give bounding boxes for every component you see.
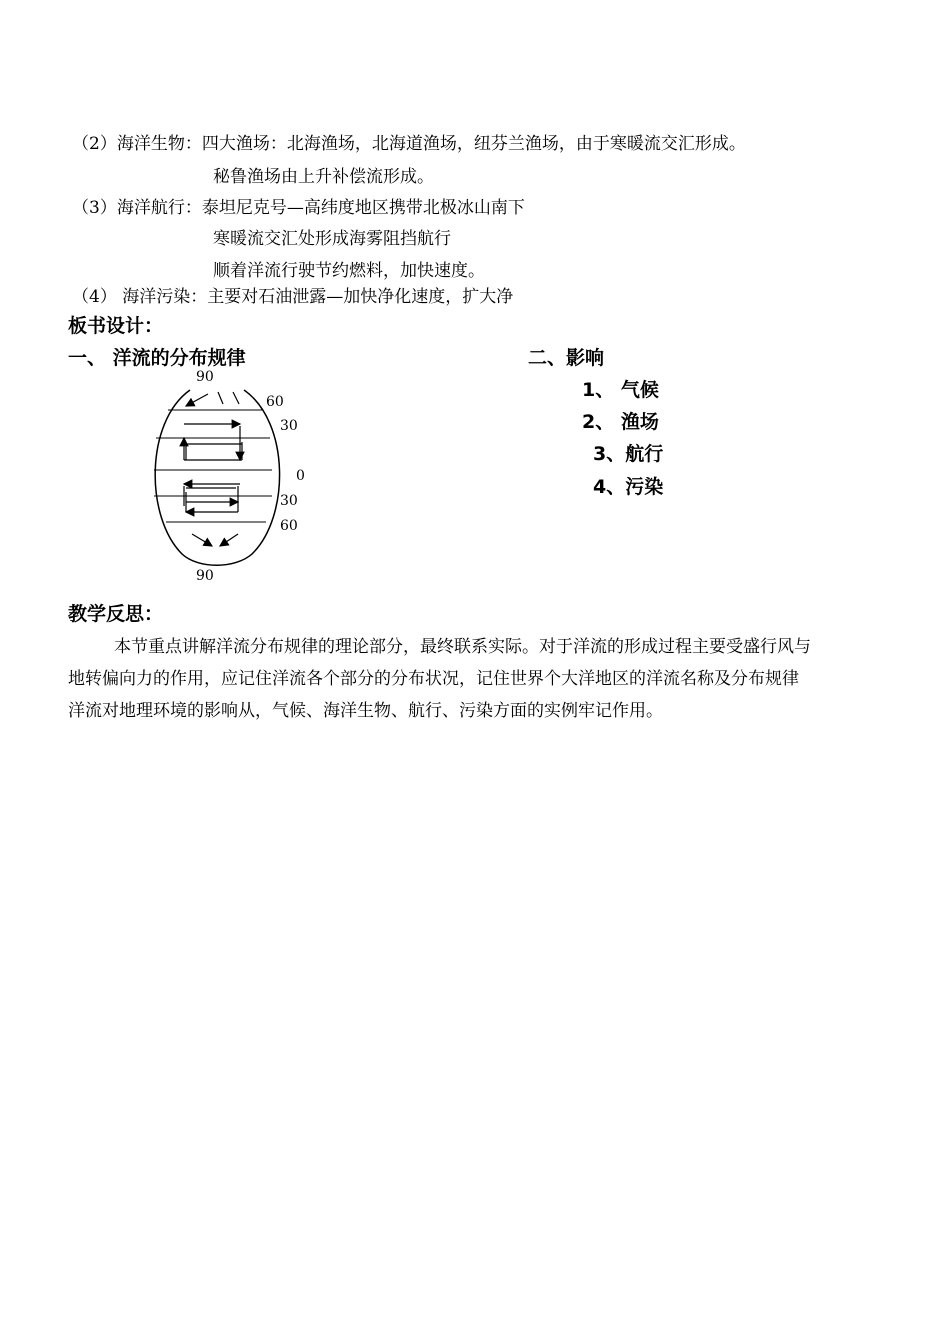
lat-label-60-north: 60 (266, 394, 284, 410)
lat-label-30-north: 30 (280, 418, 298, 434)
biology-line-1: （2）海洋生物：四大渔场：北海渔场，北海道渔场，纽芬兰渔场，由于寒暖流交汇形成。 (72, 134, 746, 154)
navigation-line-2: 寒暖流交汇处形成海雾阻挡航行 (213, 229, 451, 249)
lat-label-90-bottom: 90 (196, 568, 214, 584)
lat-label-30-south: 30 (280, 493, 298, 509)
impact-item-fishery: 2、 渔场 (582, 411, 659, 433)
section-distribution-heading: 一、 洋流的分布规律 (68, 347, 246, 369)
reflection-line-3: 洋流对地理环境的影响从，气候、海洋生物、航行、污染方面的实例牢记作用。 (68, 701, 663, 721)
board-design-heading: 板书设计： (68, 315, 164, 337)
polar-arrow-south-right (220, 534, 238, 546)
lat-label-60-south: 60 (280, 518, 298, 534)
reflection-line-1: 本节重点讲解洋流分布规律的理论部分，最终联系实际。对于洋流的形成过程主要受盛行风与 (114, 637, 811, 657)
lat-label-0: 0 (296, 468, 305, 484)
reflection-line-2: 地转偏向力的作用，应记住洋流各个部分的分布状况，记住世界个大洋地区的洋流名称及分布规律 (68, 669, 799, 689)
navigation-line-1: （3）海洋航行：泰坦尼克号—高纬度地区携带北极冰山南下 (72, 198, 525, 218)
impact-item-climate: 1、 气候 (582, 379, 659, 401)
reflection-heading: 教学反思： (68, 603, 164, 625)
impact-item-pollution: 4、污染 (593, 476, 664, 498)
navigation-line-3: 顺着洋流行驶节约燃料，加快速度。 (213, 261, 485, 281)
pollution-line: （4） 海洋污染：主要对石油泄露—加快净化速度，扩大净 (72, 287, 514, 307)
biology-line-2: 秘鲁渔场由上升补偿流形成。 (213, 167, 434, 187)
reflection-paragraph (68, 631, 888, 727)
section-impact-heading: 二、影响 (528, 347, 605, 369)
impact-item-navigation: 3、航行 (593, 443, 664, 465)
globe-outline (155, 390, 279, 565)
polar-arrow-north (186, 394, 208, 406)
lat-label-90-top: 90 (196, 369, 214, 385)
ocean-current-diagram (140, 362, 320, 592)
polar-arrow-south-left (192, 534, 212, 546)
